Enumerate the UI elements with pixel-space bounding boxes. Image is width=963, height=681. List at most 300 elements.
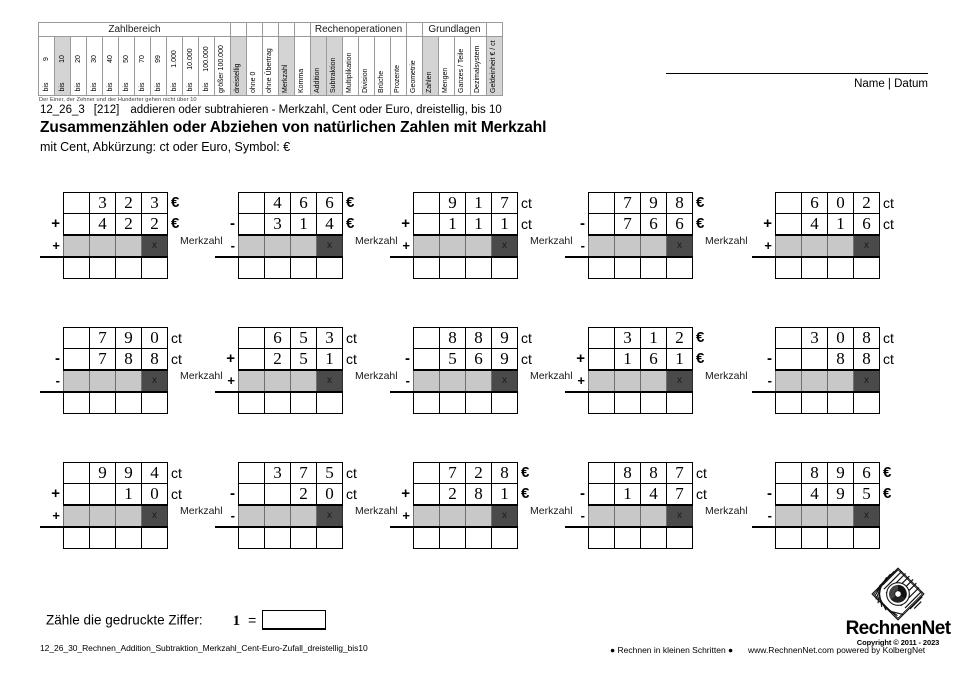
answer-unit-spacer xyxy=(168,527,196,548)
digit-cell-bottom: 2 xyxy=(265,349,291,371)
merkzahl-cell[interactable] xyxy=(641,505,667,527)
problem-row-bottom xyxy=(752,484,907,506)
answer-cell[interactable] xyxy=(667,392,693,413)
answer-cell[interactable] xyxy=(265,527,291,548)
digit-cell-bottom: 9 xyxy=(828,484,854,506)
merkzahl-cell[interactable] xyxy=(615,505,641,527)
merkzahl-blocked-cell: x xyxy=(142,235,168,257)
answer-cell[interactable] xyxy=(615,527,641,548)
problem-row-top xyxy=(565,463,720,484)
answer-cell[interactable] xyxy=(265,257,291,278)
digit-cell-top: 3 xyxy=(317,328,343,349)
answer-cell[interactable] xyxy=(142,257,168,278)
problem-row-bottom xyxy=(40,349,195,371)
file-name-label: 12_26_30_Rechnen_Addition_Subtraktion_Merkzahl_Cent-Euro-Zufall_dreistellig_bis10 xyxy=(40,643,368,653)
digit-cell-bottom: 1 xyxy=(492,214,518,236)
answer-operator-spacer xyxy=(752,257,776,278)
category-column-top-label: 70 xyxy=(138,55,146,63)
digit-cell-bottom xyxy=(589,214,615,236)
answer-cell[interactable] xyxy=(291,527,317,548)
answer-operator-spacer xyxy=(752,527,776,548)
group-grundlagen: Grundlagen xyxy=(423,23,487,37)
answer-cell[interactable] xyxy=(64,392,90,413)
merkzahl-cell[interactable] xyxy=(466,370,492,392)
math-problem xyxy=(565,462,748,549)
problem-row-top xyxy=(565,193,720,214)
digit-cell-bottom: 4 xyxy=(802,484,828,506)
answer-cell[interactable] xyxy=(492,257,518,278)
answer-cell[interactable] xyxy=(802,392,828,413)
answer-cell[interactable] xyxy=(440,392,466,413)
merkzahl-cell[interactable] xyxy=(828,370,854,392)
category-column-label: Geldeinheit € / ct xyxy=(489,40,497,93)
answer-row xyxy=(565,527,720,548)
problem-table xyxy=(752,327,907,414)
answer-cell[interactable] xyxy=(116,392,142,413)
category-column-top-label: 10 xyxy=(58,55,66,63)
category-column-label: Addition xyxy=(313,67,321,93)
merkzahl-cell[interactable] xyxy=(265,235,291,257)
answer-cell[interactable] xyxy=(291,392,317,413)
merkzahl-operator-symbol: + xyxy=(40,505,64,527)
answer-row xyxy=(752,257,907,278)
digit-cell-top: 8 xyxy=(802,463,828,484)
unit-label-bottom: ct xyxy=(521,351,532,368)
operator-symbol: - xyxy=(580,485,585,503)
merkzahl-blocked-cell: x xyxy=(667,235,693,257)
answer-cell[interactable] xyxy=(414,392,440,413)
category-column-label: Komma xyxy=(297,68,305,93)
merkzahl-row xyxy=(565,505,720,527)
answer-cell[interactable] xyxy=(317,257,343,278)
digit-cell-bottom: 5 xyxy=(854,484,880,506)
digit-cell-bottom: 4 xyxy=(802,214,828,236)
digit-cell-bottom xyxy=(589,484,615,506)
category-column-bottom-label: bis xyxy=(154,82,162,92)
problem-table xyxy=(752,192,907,279)
category-column-label: Merkzahl xyxy=(281,64,289,93)
digit-cell-bottom: 1 xyxy=(615,349,641,371)
merkzahl-cell[interactable] xyxy=(615,235,641,257)
unit-label-bottom: € xyxy=(171,215,180,233)
math-problem xyxy=(40,327,223,414)
digit-cell-top xyxy=(414,193,440,214)
category-column-label: Subtraktion xyxy=(329,57,337,93)
category-column-label: Division xyxy=(361,68,369,93)
merkzahl-row xyxy=(752,235,907,257)
merkzahl-row xyxy=(215,370,370,392)
unit-label-bottom: ct xyxy=(346,486,357,503)
merkzahl-cell[interactable] xyxy=(641,235,667,257)
math-problem xyxy=(565,327,748,414)
digit-cell-bottom: 7 xyxy=(667,484,693,506)
answer-cell[interactable] xyxy=(466,257,492,278)
merkzahl-cell[interactable] xyxy=(589,235,615,257)
rechnennet-logo-icon xyxy=(871,567,925,621)
category-column-label: ohne Übertrag xyxy=(265,48,273,93)
answer-cell[interactable] xyxy=(116,257,142,278)
answer-cell[interactable] xyxy=(317,392,343,413)
problem-row-top xyxy=(215,463,370,484)
merkzahl-cell[interactable] xyxy=(440,505,466,527)
merkzahl-cell[interactable] xyxy=(90,370,116,392)
math-problem xyxy=(215,192,398,279)
page-subtitle: mit Cent, Abkürzung: ct oder Euro, Symbol: € xyxy=(40,140,291,154)
category-column-label: Dezimalsystem xyxy=(473,45,481,93)
answer-cell[interactable] xyxy=(291,257,317,278)
merkzahl-cell[interactable] xyxy=(802,370,828,392)
problem-table xyxy=(40,192,195,279)
answer-cell[interactable] xyxy=(615,392,641,413)
unit-label-top: € xyxy=(521,464,530,481)
problem-row-top xyxy=(40,463,195,484)
answer-cell[interactable] xyxy=(828,527,854,548)
digit-cell-top: 9 xyxy=(116,328,142,349)
answer-unit-spacer xyxy=(880,392,908,413)
answer-cell[interactable] xyxy=(90,257,116,278)
answer-cell[interactable] xyxy=(239,527,265,548)
merkzahl-cell[interactable] xyxy=(615,370,641,392)
merkzahl-cell[interactable] xyxy=(291,505,317,527)
answer-cell[interactable] xyxy=(854,392,880,413)
digit-cell-top: 1 xyxy=(466,193,492,214)
merkzahl-cell[interactable] xyxy=(239,235,265,257)
answer-cell[interactable] xyxy=(466,527,492,548)
answer-cell[interactable] xyxy=(90,527,116,548)
answer-unit-spacer xyxy=(518,392,546,413)
digit-cell-bottom: 6 xyxy=(466,349,492,371)
answer-row xyxy=(752,527,907,548)
merkzahl-row xyxy=(565,235,720,257)
answer-cell[interactable] xyxy=(776,392,802,413)
merkzahl-label: Merkzahl xyxy=(705,370,748,382)
name-datum-label: Name | Datum xyxy=(854,78,928,90)
merkzahl-cell[interactable] xyxy=(440,235,466,257)
problem-table xyxy=(565,192,720,279)
answer-cell[interactable] xyxy=(142,392,168,413)
problem-row-top xyxy=(565,328,720,349)
problem-table xyxy=(40,462,195,549)
worksheet-code: 12_26_3 xyxy=(40,104,85,116)
digit-cell-top: 8 xyxy=(641,463,667,484)
unit-label-bottom: ct xyxy=(346,351,357,368)
merkzahl-label: Merkzahl xyxy=(355,370,398,382)
answer-cell[interactable] xyxy=(641,527,667,548)
worksheet-bracket: [212] xyxy=(93,104,120,116)
category-column-bottom-label: bis xyxy=(186,82,194,92)
answer-cell[interactable] xyxy=(239,392,265,413)
digit-cell-bottom xyxy=(802,349,828,371)
digit-cell-top: 7 xyxy=(90,328,116,349)
digit-cell-bottom: 6 xyxy=(667,214,693,236)
answer-unit-spacer xyxy=(693,257,721,278)
page-title: Zusammenzählen oder Abziehen von natürlichen Zahlen mit Merkzahl xyxy=(40,119,547,136)
answer-cell[interactable] xyxy=(802,257,828,278)
answer-cell[interactable] xyxy=(265,392,291,413)
group-rechenoperationen: Rechenoperationen xyxy=(311,23,407,37)
category-column-top-label: 99 xyxy=(154,55,162,63)
category-column-label: Prozente xyxy=(393,64,401,93)
merkzahl-row xyxy=(40,235,195,257)
answer-unit-spacer xyxy=(343,392,371,413)
merkzahl-cell[interactable] xyxy=(776,370,802,392)
problem-row-bottom xyxy=(565,214,720,236)
merkzahl-cell[interactable] xyxy=(440,370,466,392)
problem-row-top xyxy=(752,463,907,484)
digit-cell-bottom: 8 xyxy=(116,349,142,371)
merkzahl-cell[interactable] xyxy=(466,505,492,527)
answer-row xyxy=(215,527,370,548)
answer-cell[interactable] xyxy=(589,392,615,413)
digit-cell-top: 3 xyxy=(142,193,168,214)
merkzahl-cell[interactable] xyxy=(64,235,90,257)
unit-label-top: ct xyxy=(171,330,182,346)
answer-cell[interactable] xyxy=(492,527,518,548)
category-column-top-label: 30 xyxy=(90,55,98,63)
digit-cell-bottom: 8 xyxy=(854,349,880,371)
answer-cell[interactable] xyxy=(589,527,615,548)
merkzahl-cell[interactable] xyxy=(90,505,116,527)
merkzahl-cell[interactable] xyxy=(64,505,90,527)
merkzahl-unit-spacer xyxy=(880,505,908,527)
answer-cell[interactable] xyxy=(641,257,667,278)
count-answer-box[interactable] xyxy=(262,610,326,630)
digit-cell-bottom xyxy=(414,214,440,236)
answer-cell[interactable] xyxy=(239,257,265,278)
digit-cell-top: 9 xyxy=(116,463,142,484)
category-column-bottom-label: bis xyxy=(106,82,114,92)
problem-row-bottom xyxy=(390,484,545,506)
merkzahl-cell[interactable] xyxy=(291,235,317,257)
category-column-bottom-label: bis xyxy=(58,82,66,92)
answer-cell[interactable] xyxy=(440,527,466,548)
answer-cell[interactable] xyxy=(828,392,854,413)
answer-operator-spacer xyxy=(565,527,589,548)
digit-cell-top: 2 xyxy=(667,328,693,349)
operator-symbol: - xyxy=(767,485,772,503)
category-column-top-label: 50 xyxy=(122,55,130,63)
merkzahl-cell[interactable] xyxy=(589,505,615,527)
problem-row-bottom xyxy=(752,349,907,371)
unit-label-bottom: € xyxy=(883,485,892,503)
logo-block xyxy=(843,567,953,647)
merkzahl-cell[interactable] xyxy=(802,505,828,527)
merkzahl-cell[interactable] xyxy=(116,370,142,392)
answer-operator-spacer xyxy=(40,527,64,548)
unit-label-top: ct xyxy=(696,465,707,481)
operator-symbol: + xyxy=(576,350,585,368)
category-column-top-label: 1.000 xyxy=(170,50,178,68)
merkzahl-cell[interactable] xyxy=(776,505,802,527)
answer-cell[interactable] xyxy=(776,257,802,278)
answer-row xyxy=(215,392,370,413)
digit-cell-top: 2 xyxy=(854,193,880,214)
merkzahl-operator-symbol: - xyxy=(215,505,239,527)
digit-cell-top: 7 xyxy=(492,193,518,214)
answer-cell[interactable] xyxy=(116,527,142,548)
problem-table xyxy=(390,462,545,549)
category-column-top-label: 20 xyxy=(74,55,82,63)
digit-cell-bottom xyxy=(776,349,802,371)
digit-cell-bottom xyxy=(239,484,265,506)
digit-cell-bottom: 1 xyxy=(291,214,317,236)
digit-cell-top: 3 xyxy=(615,328,641,349)
merkzahl-blocked-cell: x xyxy=(142,505,168,527)
merkzahl-cell[interactable] xyxy=(291,370,317,392)
merkzahl-operator-symbol: + xyxy=(40,235,64,257)
digit-cell-top xyxy=(589,328,615,349)
answer-operator-spacer xyxy=(215,392,239,413)
merkzahl-label: Merkzahl xyxy=(705,235,748,247)
answer-cell[interactable] xyxy=(854,527,880,548)
answer-cell[interactable] xyxy=(414,257,440,278)
answer-cell[interactable] xyxy=(854,257,880,278)
problem-table xyxy=(215,192,370,279)
merkzahl-label: Merkzahl xyxy=(180,370,223,382)
answer-cell[interactable] xyxy=(802,527,828,548)
digit-cell-top: 4 xyxy=(142,463,168,484)
merkzahl-cell[interactable] xyxy=(64,370,90,392)
digit-cell-bottom: 8 xyxy=(828,349,854,371)
merkzahl-cell[interactable] xyxy=(641,370,667,392)
digit-cell-top: 3 xyxy=(90,193,116,214)
category-column-top-label: 10.000 xyxy=(186,48,194,70)
unit-label-top: ct xyxy=(883,330,894,346)
merkzahl-cell[interactable] xyxy=(828,505,854,527)
problem-row-top xyxy=(390,463,545,484)
digit-cell-top: 9 xyxy=(492,328,518,349)
answer-cell[interactable] xyxy=(64,257,90,278)
digit-cell-top xyxy=(64,193,90,214)
answer-row xyxy=(565,392,720,413)
operator-spacer xyxy=(565,463,589,484)
answer-cell[interactable] xyxy=(828,257,854,278)
merkzahl-cell[interactable] xyxy=(414,505,440,527)
merkzahl-cell[interactable] xyxy=(828,235,854,257)
problem-row-top xyxy=(390,193,545,214)
operator-spacer xyxy=(40,463,64,484)
answer-operator-spacer xyxy=(390,257,414,278)
merkzahl-row xyxy=(390,370,545,392)
problem-row-bottom xyxy=(752,214,907,236)
digit-cell-top xyxy=(589,193,615,214)
digit-cell-top: 4 xyxy=(265,193,291,214)
merkzahl-cell[interactable] xyxy=(265,505,291,527)
answer-cell[interactable] xyxy=(776,527,802,548)
digit-cell-bottom: 6 xyxy=(641,214,667,236)
digit-cell-top: 7 xyxy=(291,463,317,484)
category-column-label: Multiplikation xyxy=(345,52,353,93)
operator-symbol: + xyxy=(401,215,410,233)
digit-cell-bottom xyxy=(414,349,440,371)
operator-symbol: + xyxy=(226,350,235,368)
merkzahl-operator-symbol: + xyxy=(390,505,414,527)
merkzahl-cell[interactable] xyxy=(265,370,291,392)
unit-label-bottom: ct xyxy=(521,216,532,233)
problem-row-top xyxy=(40,193,195,214)
digit-cell-top: 2 xyxy=(116,193,142,214)
merkzahl-operator-symbol: + xyxy=(215,370,239,392)
category-column-label: Zahlen xyxy=(425,71,433,93)
digit-cell-top: 1 xyxy=(641,328,667,349)
answer-cell[interactable] xyxy=(466,392,492,413)
unit-label-top: ct xyxy=(883,195,894,211)
digit-cell-top xyxy=(414,328,440,349)
answer-cell[interactable] xyxy=(615,257,641,278)
answer-cell[interactable] xyxy=(667,527,693,548)
merkzahl-cell[interactable] xyxy=(414,235,440,257)
digit-cell-bottom: 1 xyxy=(667,349,693,371)
merkzahl-row xyxy=(390,505,545,527)
answer-cell[interactable] xyxy=(440,257,466,278)
merkzahl-cell[interactable] xyxy=(802,235,828,257)
operator-symbol: + xyxy=(763,215,772,233)
digit-cell-top: 6 xyxy=(854,463,880,484)
answer-cell[interactable] xyxy=(492,392,518,413)
unit-label-bottom: ct xyxy=(696,486,707,503)
merkzahl-cell[interactable] xyxy=(239,370,265,392)
math-problem xyxy=(390,327,573,414)
merkzahl-operator-symbol: - xyxy=(40,370,64,392)
category-column-bottom-label: bis xyxy=(122,82,130,92)
digit-cell-top: 9 xyxy=(440,193,466,214)
problem-row-bottom xyxy=(390,214,545,236)
answer-cell[interactable] xyxy=(90,392,116,413)
operator-spacer xyxy=(565,193,589,214)
answer-cell[interactable] xyxy=(589,257,615,278)
merkzahl-cell[interactable] xyxy=(466,235,492,257)
category-column-top-label: 9 xyxy=(42,57,50,61)
merkzahl-cell[interactable] xyxy=(116,505,142,527)
problem-row-bottom xyxy=(215,484,370,506)
operator-symbol: + xyxy=(401,485,410,503)
answer-cell[interactable] xyxy=(142,527,168,548)
answer-operator-spacer xyxy=(40,392,64,413)
digit-cell-top xyxy=(776,328,802,349)
digit-cell-bottom xyxy=(776,214,802,236)
digit-cell-bottom: 2 xyxy=(440,484,466,506)
merkzahl-operator-symbol: + xyxy=(390,235,414,257)
answer-cell[interactable] xyxy=(667,257,693,278)
merkzahl-cell[interactable] xyxy=(589,370,615,392)
merkzahl-cell[interactable] xyxy=(90,235,116,257)
merkzahl-cell[interactable] xyxy=(776,235,802,257)
merkzahl-row xyxy=(390,235,545,257)
merkzahl-cell[interactable] xyxy=(116,235,142,257)
digit-cell-top: 6 xyxy=(265,328,291,349)
answer-cell[interactable] xyxy=(317,527,343,548)
answer-cell[interactable] xyxy=(414,527,440,548)
problem-row-top xyxy=(752,328,907,349)
merkzahl-label: Merkzahl xyxy=(355,235,398,247)
answer-cell[interactable] xyxy=(641,392,667,413)
digit-cell-bottom: 6 xyxy=(641,349,667,371)
category-column-label: Mengen xyxy=(441,67,449,93)
merkzahl-blocked-cell: x xyxy=(667,505,693,527)
operator-symbol: + xyxy=(51,485,60,503)
category-column-label: größer 100.000 xyxy=(217,45,225,93)
group-zahlbereich: Zahlbereich xyxy=(39,23,231,37)
digit-cell-bottom xyxy=(776,484,802,506)
unit-label-bottom: ct xyxy=(883,351,894,368)
answer-operator-spacer xyxy=(215,257,239,278)
merkzahl-cell[interactable] xyxy=(414,370,440,392)
answer-cell[interactable] xyxy=(64,527,90,548)
digit-cell-top: 5 xyxy=(317,463,343,484)
digit-cell-top: 7 xyxy=(615,193,641,214)
digit-cell-top: 9 xyxy=(828,463,854,484)
merkzahl-cell[interactable] xyxy=(239,505,265,527)
